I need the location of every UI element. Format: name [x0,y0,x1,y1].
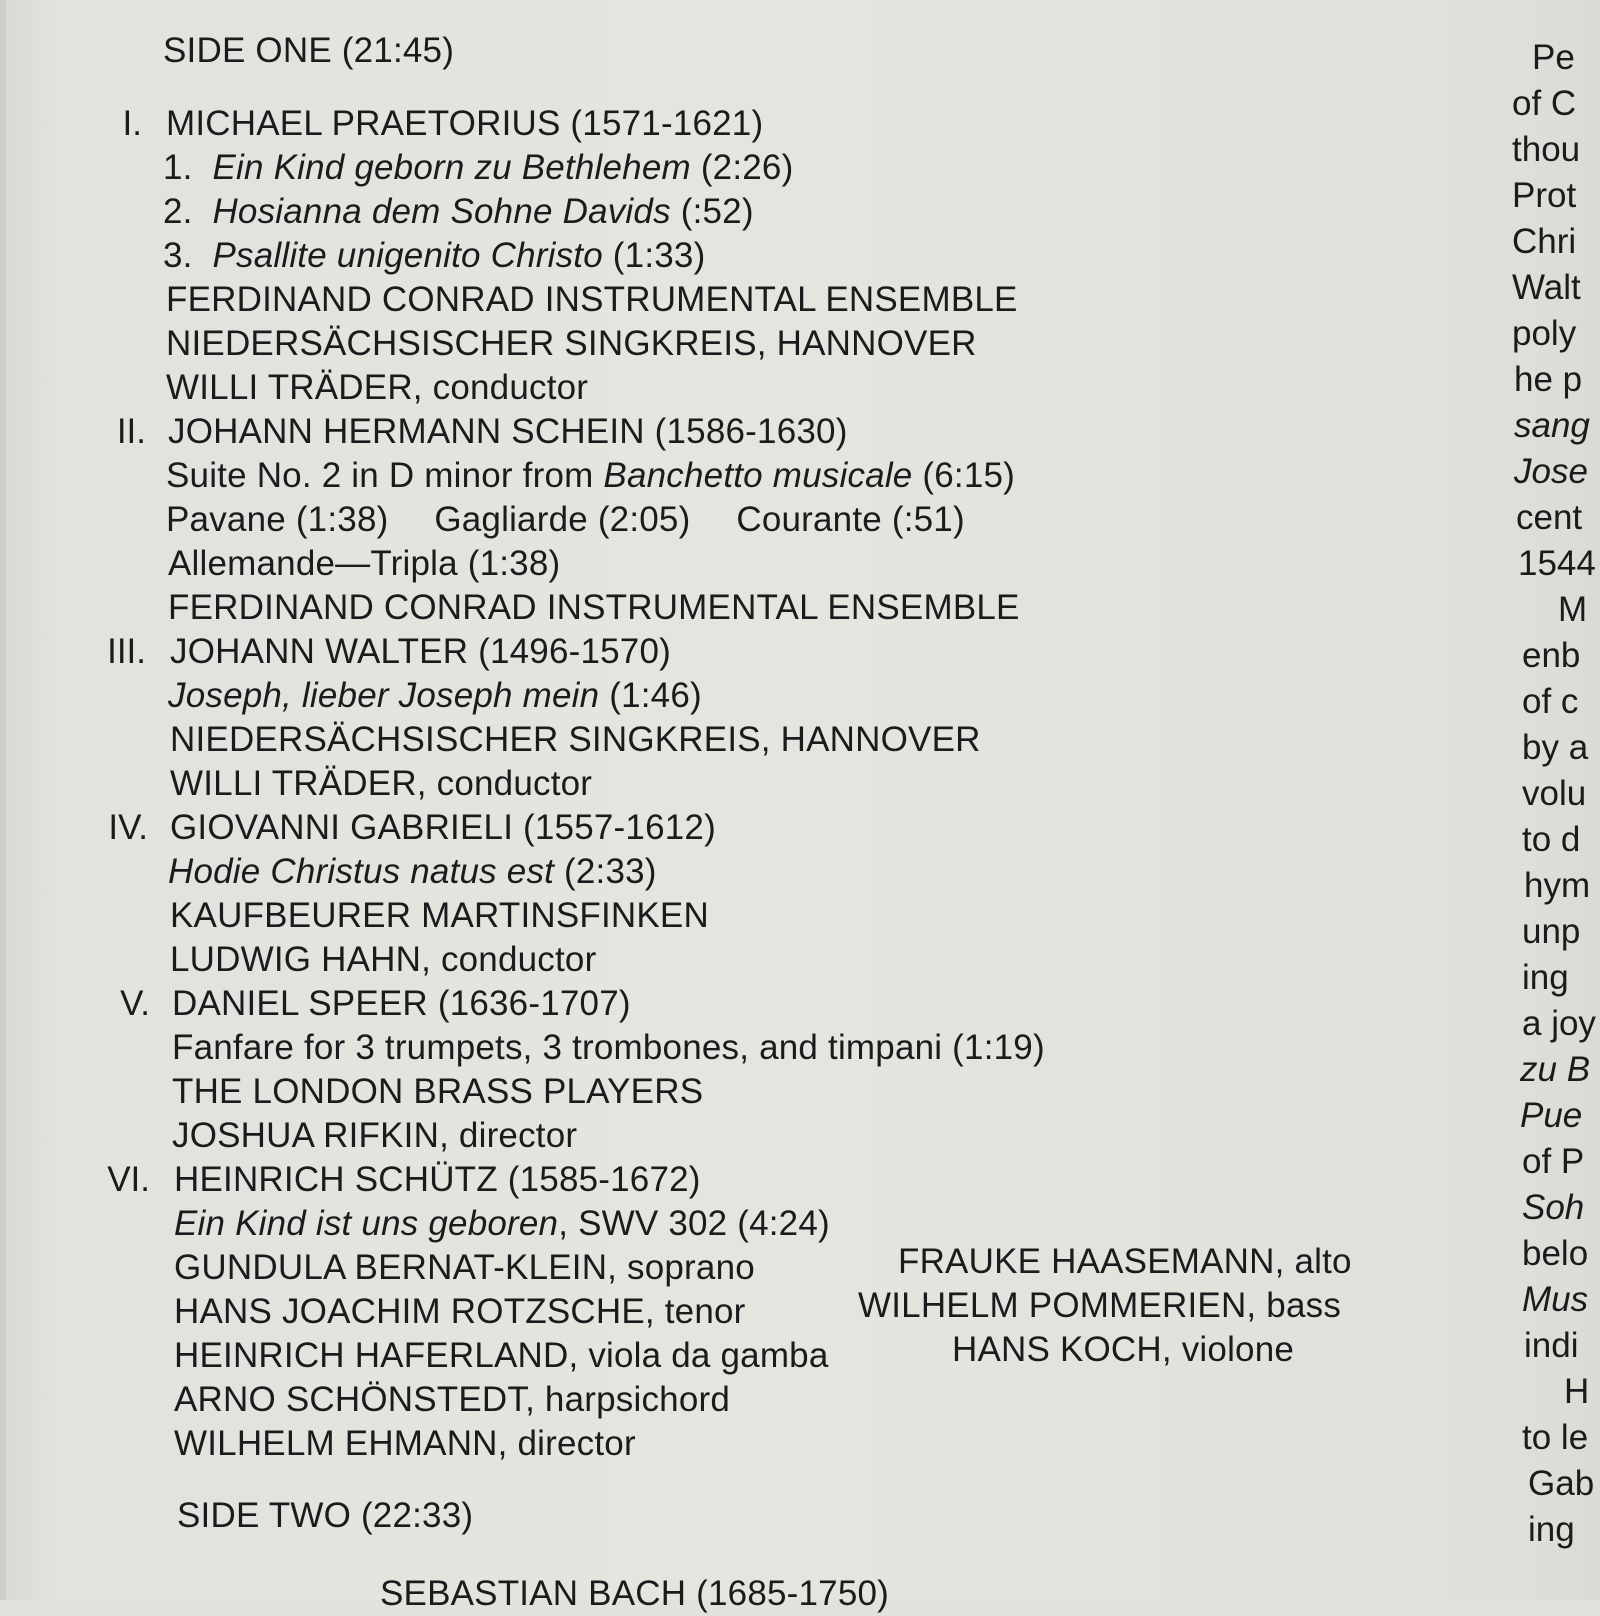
right-fragment: Walt [1512,268,1581,307]
page-edge [0,0,6,1600]
right-fragment: a joy [1522,1004,1596,1043]
movement: Allemande—Tripla (1:38) [168,544,561,583]
right-fragment: unp [1522,912,1581,951]
right-column-text [1512,36,1600,1600]
right-fragment: Prot [1512,176,1577,215]
right-fragment: of C [1512,84,1577,123]
performer-line: FRAUKE HAASEMANN, alto [898,1242,1352,1281]
performer-line: HANS KOCH, violone [952,1330,1295,1369]
work-line: 2. Hosianna dem Sohne Davids (:52) [163,192,754,231]
right-fragment: ing [1528,1510,1575,1549]
movements-line [166,498,965,542]
section-numeral: I. [122,104,142,143]
right-fragment: to d [1522,820,1581,859]
right-fragment: zu B [1520,1050,1591,1089]
performer-line: WILLI TRÄDER, conductor [170,764,593,803]
performer-line: HEINRICH HAFERLAND, viola da gamba [174,1336,829,1375]
movement: Pavane (1:38) [166,500,389,539]
performer-line: KAUFBEURER MARTINSFINKEN [170,896,709,935]
performer-line: NIEDERSÄCHSISCHER SINGKREIS, HANNOVER [166,324,977,363]
performer-line: WILHELM POMMERIEN, bass [858,1286,1342,1325]
right-fragment: of c [1522,682,1579,721]
side-one-heading: SIDE ONE (21:45) [163,31,455,70]
section-numeral: III. [107,632,146,671]
right-fragment: volu [1522,774,1587,813]
work-line: 3. Psallite unigenito Christo (1:33) [163,236,706,275]
performer-line: NIEDERSÄCHSISCHER SINGKREIS, HANNOVER [170,720,981,759]
right-fragment: Soh [1522,1188,1585,1227]
right-fragment: of P [1522,1142,1585,1181]
performer-line: LUDWIG HAHN, conductor [170,940,597,979]
right-fragment: H [1564,1372,1590,1411]
work-line: Hodie Christus natus est (2:33) [168,852,657,891]
performer-line: FERDINAND CONRAD INSTRUMENTAL ENSEMBLE [168,588,1020,627]
performer-line: GUNDULA BERNAT-KLEIN, soprano [174,1248,755,1287]
right-fragment: M [1558,590,1588,629]
composer-heading: JOHANN HERMANN SCHEIN (1586-1630) [168,412,848,451]
performer-line: FERDINAND CONRAD INSTRUMENTAL ENSEMBLE [166,280,1018,319]
right-fragment: to le [1522,1418,1589,1457]
work-line: Fanfare for 3 trumpets, 3 trombones, and timpani (1:19) [172,1028,1045,1067]
right-fragment: Chri [1512,222,1577,261]
performer-line: ARNO SCHÖNSTEDT, harpsichord [174,1380,731,1419]
section-numeral: IV. [108,808,148,847]
performer-line: JOSHUA RIFKIN, director [172,1116,578,1155]
composer-heading: HEINRICH SCHÜTZ (1585-1672) [174,1160,701,1199]
performer-line: WILLI TRÄDER, conductor [166,368,589,407]
section-numeral: V. [120,984,150,1023]
right-fragment: thou [1512,130,1581,169]
right-fragment: he p [1514,360,1583,399]
right-fragment: Pe [1532,38,1575,77]
right-fragment: poly [1512,314,1577,353]
performer-line: THE LONDON BRASS PLAYERS [172,1072,704,1111]
work-line: Ein Kind ist uns geboren, SWV 302 (4:24) [174,1204,830,1243]
right-fragment: Pue [1520,1096,1583,1135]
movement: Courante (:51) [736,500,965,539]
right-fragment: 1544 [1518,544,1596,583]
composer-heading: GIOVANNI GABRIELI (1557-1612) [170,808,716,847]
work-line: Joseph, lieber Joseph mein (1:46) [168,676,702,715]
composer-heading: MICHAEL PRAETORIUS (1571-1621) [166,104,764,143]
right-fragment: sang [1514,406,1590,445]
cut-off-line: SEBASTIAN BACH (1685-1750) [380,1574,890,1613]
right-fragment: hym [1524,866,1591,905]
right-fragment: indi [1524,1326,1579,1365]
movement: Gagliarde (2:05) [434,500,691,539]
section-numeral: II. [116,412,146,451]
right-fragment: Jose [1514,452,1588,491]
work-line: Suite No. 2 in D minor from Banchetto musicale (6:15) [166,456,1016,495]
right-fragment: cent [1516,498,1583,537]
right-fragment: enb [1522,636,1581,675]
composer-heading: JOHANN WALTER (1496-1570) [170,632,671,671]
side-two-heading: SIDE TWO (22:33) [177,1496,474,1535]
performer-line: HANS JOACHIM ROTZSCHE, tenor [174,1292,746,1331]
composer-heading: DANIEL SPEER (1636-1707) [172,984,631,1023]
work-line: 1. Ein Kind geborn zu Bethlehem (2:26) [163,148,794,187]
section-numeral: VI. [107,1160,150,1199]
right-fragment: belo [1522,1234,1589,1273]
right-fragment: ing [1522,958,1569,997]
performer-line: WILHELM EHMANN, director [174,1424,636,1463]
right-fragment: Gab [1528,1464,1595,1503]
right-fragment: Mus [1522,1280,1589,1319]
right-fragment: by a [1522,728,1589,767]
